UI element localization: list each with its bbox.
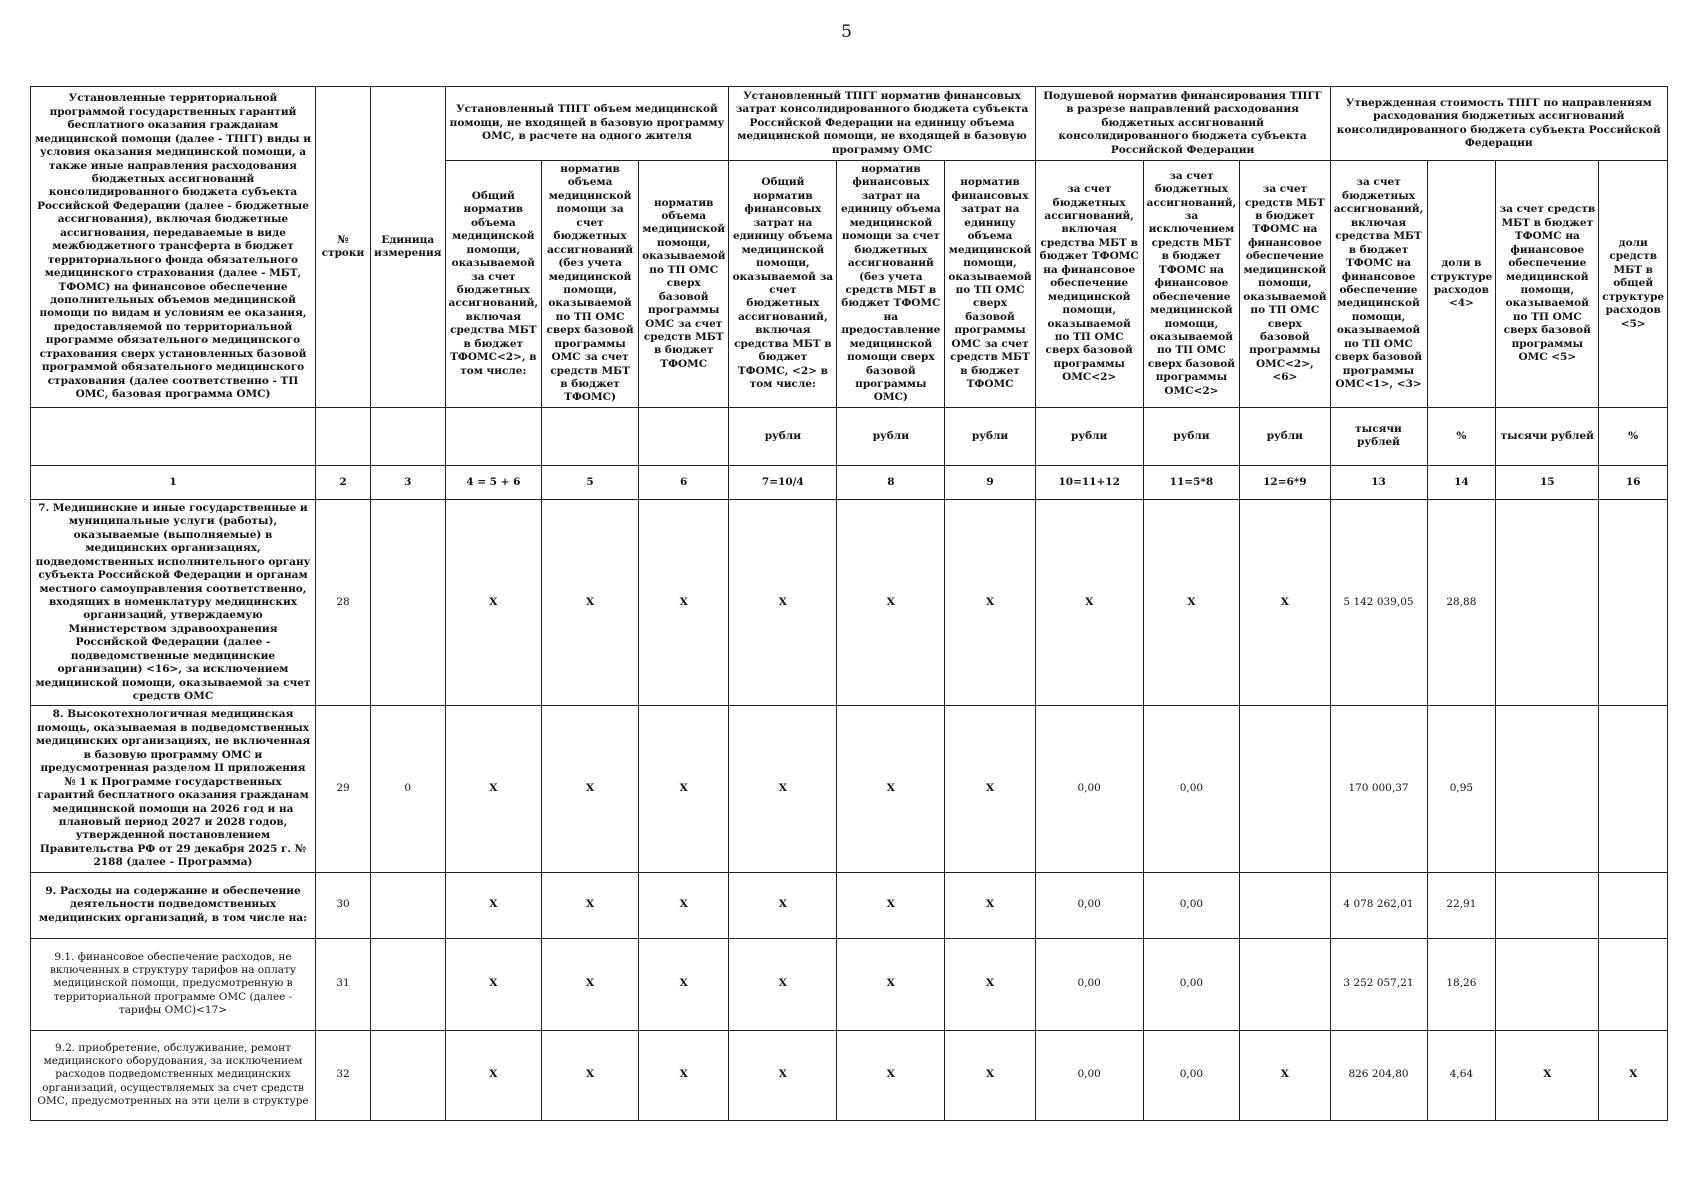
table-cell: X [729,938,837,1030]
column-number: 4 = 5 + 6 [445,465,542,499]
table-cell: X [445,706,542,872]
column-number: 15 [1496,465,1599,499]
table-cell [1496,499,1599,706]
header-c14: доли в структуре расходов <4> [1427,161,1496,408]
table-cell: X [445,872,542,938]
table-cell [371,938,446,1030]
unit-cell: тысячи рублей [1330,407,1427,465]
table-cell: X [542,872,639,938]
header-col2: № строки [316,87,371,408]
table-cell [1599,938,1668,1030]
column-number: 3 [371,465,446,499]
unit-cell: рубли [1143,407,1240,465]
table-cell: X [945,706,1035,872]
table-cell [1496,706,1599,872]
table-cell [1496,938,1599,1030]
table-cell: X [445,1030,542,1120]
header-col1: Установленные территориальной программой государственных гарантий бесплатного оказания гражданам медицинской помощи (далее - ТПГГ) виды и условия оказания медицинской помощи, а также иные направления расходования бюджетных ассигнований консолидированного бюджета субъекта Российской Федерации (далее - бюджетные ассигнования), включая бюджетные ассигнования, передаваемые в виде межбюджетного трансферта в бюджет территориального фонда обязательного медицинского страхования (далее - МБТ, ТФОМС) на финансовое обеспечение дополнительных объемов медицинской помощи по видам и условиям ее оказания, предоставляемой по территориальной программе обязательного медицинского страхования сверх установленных базовой программой обязательного медицинского страхования (далее соответственно - ТП ОМС, базовая программа ОМС) [31,87,316,408]
table-row [31,1030,1668,1120]
column-number: 12=6*9 [1240,465,1330,499]
table-cell: X [639,499,729,706]
table-cell: X [1035,499,1143,706]
table-cell: 5 142 039,05 [1330,499,1427,706]
row-description: 9. Расходы на содержание и обеспечение деятельности подведомственных медицинских организаций, в том числе на: [31,872,316,938]
table-cell: 0,00 [1143,706,1240,872]
header-c6: норматив объема медицинской помощи, оказываемой по ТП ОМС сверх базовой программы ОМС за счет средств МБТ в бюджет ТФОМС [639,161,729,408]
table-cell: X [945,938,1035,1030]
row-description: 7. Медицинские и иные государственные и муниципальные услуги (работы), оказываемые (выполняемые) в медицинских организациях, подведомственных исполнительного органу субъекта Российской Федерации и органам местного самоуправления соответственно, входящих в номенклатуру медицинских организаций, утверждаемую Министерством здравоохранения Российской Федерации (далее - подведомственные медицинские организации) <16>, за исключением медицинской помощи, оказываемой за счет средств ОМС [31,499,316,706]
table-cell: X [542,499,639,706]
table-cell: 3 252 057,21 [1330,938,1427,1030]
column-number: 6 [639,465,729,499]
header-c15: за счет средств МБТ в бюджет ТФОМС на финансовое обеспечение медицинской помощи, оказываемой по ТП ОМС сверх базовой программы ОМС <5> [1496,161,1599,408]
unit-cell: рубли [837,407,945,465]
table-cell: 0,00 [1035,938,1143,1030]
header-c4: Общий норматив объема медицинской помощи, оказываемой за счет бюджетных ассигнований, включая средства МБТ в бюджет ТФОМС<2>, в том числе: [445,161,542,408]
table-cell [371,499,446,706]
column-number: 9 [945,465,1035,499]
column-number: 2 [316,465,371,499]
header-group-cost-norm: Установленный ТПГГ норматив финансовых затрат консолидированного бюджета субъекта Российской Федерации на единицу объема медицинской помощи, не входящей в базовую программу ОМС [729,87,1035,161]
column-number: 14 [1427,465,1496,499]
table-cell: X [837,938,945,1030]
table-cell: X [639,872,729,938]
table-cell: X [945,1030,1035,1120]
page-number: 5 [841,22,852,42]
column-number: 16 [1599,465,1668,499]
table-cell: X [445,499,542,706]
header-c7: Общий норматив финансовых затрат на единицу объема медицинской помощи, оказываемой за счет бюджетных ассигнований, включая средства МБТ в бюджет ТФОМС, <2> в том числе: [729,161,837,408]
table-cell: X [837,872,945,938]
table-cell: 4,64 [1427,1030,1496,1120]
table-cell [371,872,446,938]
table-cell: 170 000,37 [1330,706,1427,872]
table-cell: X [542,1030,639,1120]
header-c5: норматив объема медицинской помощи за счет бюджетных ассигнований (без учета медицинской помощи, оказываемой по ТП ОМС сверх базовой программы ОМС за счет средств МБТ в бюджет ТФОМС) [542,161,639,408]
table-cell: X [639,938,729,1030]
table-cell: 4 078 262,01 [1330,872,1427,938]
table-cell: 0,00 [1035,706,1143,872]
table-cell: X [945,872,1035,938]
header-group-per-capita: Подушевой норматив финансирования ТПГГ в разрезе направлений расходования бюджетных ассигнований консолидированного бюджета субъекта Российской Федерации [1035,87,1330,161]
table-cell: X [729,499,837,706]
header-c8: норматив финансовых затрат на единицу объема медицинской помощи за счет бюджетных ассигнований (без учета средств МБТ в бюджет ТФОМС на предоставление медицинской помощи сверх базовой программы ОМС) [837,161,945,408]
row-description: 8. Высокотехнологичная медицинская помощь, оказываемая в подведомственных медицинских организациях, не включенная в базовую программу ОМС и предусмотренная разделом II приложения № 1 к Программе государственных гарантий бесплатного оказания гражданам медицинской помощи на 2026 год и на плановый период 2027 и 2028 годов, утвержденной постановлением Правительства РФ от 29 декабря 2025 г. № 2188 (далее - Программа) [31,706,316,872]
table-cell: X [639,706,729,872]
table-cell [1240,872,1330,938]
table-cell: X [729,706,837,872]
unit-cell [639,407,729,465]
table-row [31,938,1668,1030]
header-group-approved-cost: Утвержденная стоимость ТПГГ по направлениям расходования бюджетных ассигнований консолидированного бюджета субъекта Российской Федерации [1330,87,1668,161]
unit-cell: % [1427,407,1496,465]
table-cell: 826 204,80 [1330,1030,1427,1120]
unit-cell: тысячи рублей [1496,407,1599,465]
table-cell: 22,91 [1427,872,1496,938]
table-cell: 0,95 [1427,706,1496,872]
table-cell [1599,499,1668,706]
table-cell [1496,872,1599,938]
header-c12: за счет средств МБТ в бюджет ТФОМС на финансовое обеспечение медицинской помощи, оказываемой по ТП ОМС сверх базовой программы ОМС<2>, <6> [1240,161,1330,408]
table-cell: X [729,1030,837,1120]
unit-cell [445,407,542,465]
row-number: 29 [316,706,371,872]
row-number: 31 [316,938,371,1030]
unit-cell [542,407,639,465]
table-cell: X [1240,499,1330,706]
table-cell: 0 [371,706,446,872]
table-cell: 0,00 [1143,1030,1240,1120]
table-cell: 0,00 [1143,872,1240,938]
header-group-volume: Установленный ТПГГ объем медицинской помощи, не входящей в базовую программу ОМС, в расчете на одного жителя [445,87,729,161]
unit-cell: рубли [729,407,837,465]
unit-cell [31,407,316,465]
table-row [31,872,1668,938]
row-description: 9.1. финансовое обеспечение расходов, не включенных в структуру тарифов на оплату медицинской помощи, предусмотренную в территориальной программе ОМС (далее - тарифы ОМС)<17> [31,938,316,1030]
header-c11: за счет бюджетных ассигнований, за исключением средств МБТ в бюджет ТФОМС на финансовое обеспечение медицинской помощи, оказываемой по ТП ОМС сверх базовой программы ОМС<2> [1143,161,1240,408]
budget-table [30,86,1668,1121]
column-number: 7=10/4 [729,465,837,499]
row-number: 32 [316,1030,371,1120]
unit-cell: рубли [1240,407,1330,465]
unit-cell [316,407,371,465]
unit-cell: % [1599,407,1668,465]
table-cell: X [542,938,639,1030]
table-cell [1599,706,1668,872]
row-number: 28 [316,499,371,706]
table-cell: X [1143,499,1240,706]
table-cell: X [837,706,945,872]
column-number: 13 [1330,465,1427,499]
table-cell [371,1030,446,1120]
table-cell: X [1240,1030,1330,1120]
header-c13: за счет бюджетных ассигнований, включая средства МБТ в бюджет ТФОМС на финансовое обеспечение медицинской помощи, оказываемой по ТП ОМС сверх базовой программы ОМС<1>, <3> [1330,161,1427,408]
column-number: 8 [837,465,945,499]
table-cell: 0,00 [1143,938,1240,1030]
units-row [31,407,1668,465]
table-cell: 28,88 [1427,499,1496,706]
table-cell: X [729,872,837,938]
row-number: 30 [316,872,371,938]
header-c10: за счет бюджетных ассигнований, включая средства МБТ в бюджет ТФОМС на финансовое обеспечение медицинской помощи, оказываемой по ТП ОМС сверх базовой программы ОМС<2> [1035,161,1143,408]
table-cell: X [837,499,945,706]
row-description: 9.2. приобретение, обслуживание, ремонт медицинского оборудования, за исключением расходов подведомственных медицинских организаций, осуществляемых за счет средств ОМС, предусмотренных на эти цели в структуре [31,1030,316,1120]
column-number: 1 [31,465,316,499]
unit-cell: рубли [945,407,1035,465]
column-numbers-row [31,465,1668,499]
header-col3: Единица измерения [371,87,446,408]
table-row [31,499,1668,706]
table-row [31,706,1668,872]
table-cell: X [445,938,542,1030]
header-c16: доли средств МБТ в общей структуре расходов <5> [1599,161,1668,408]
table-cell: 18,26 [1427,938,1496,1030]
column-number: 10=11+12 [1035,465,1143,499]
table-cell: X [542,706,639,872]
table-cell [1599,872,1668,938]
column-number: 11=5*8 [1143,465,1240,499]
table-cell: X [837,1030,945,1120]
table-cell: 0,00 [1035,872,1143,938]
column-number: 5 [542,465,639,499]
table-cell: X [639,1030,729,1120]
table-cell: X [1599,1030,1668,1120]
table-cell: X [945,499,1035,706]
table-cell: 0,00 [1035,1030,1143,1120]
unit-cell [371,407,446,465]
unit-cell: рубли [1035,407,1143,465]
header-row-groups [31,87,1668,161]
table-cell [1240,706,1330,872]
table-cell [1240,938,1330,1030]
table-cell: X [1496,1030,1599,1120]
header-c9: норматив финансовых затрат на единицу объема медицинской помощи, оказываемой по ТП ОМС сверх базовой программы ОМС за счет средств МБТ в бюджет ТФОМС [945,161,1035,408]
